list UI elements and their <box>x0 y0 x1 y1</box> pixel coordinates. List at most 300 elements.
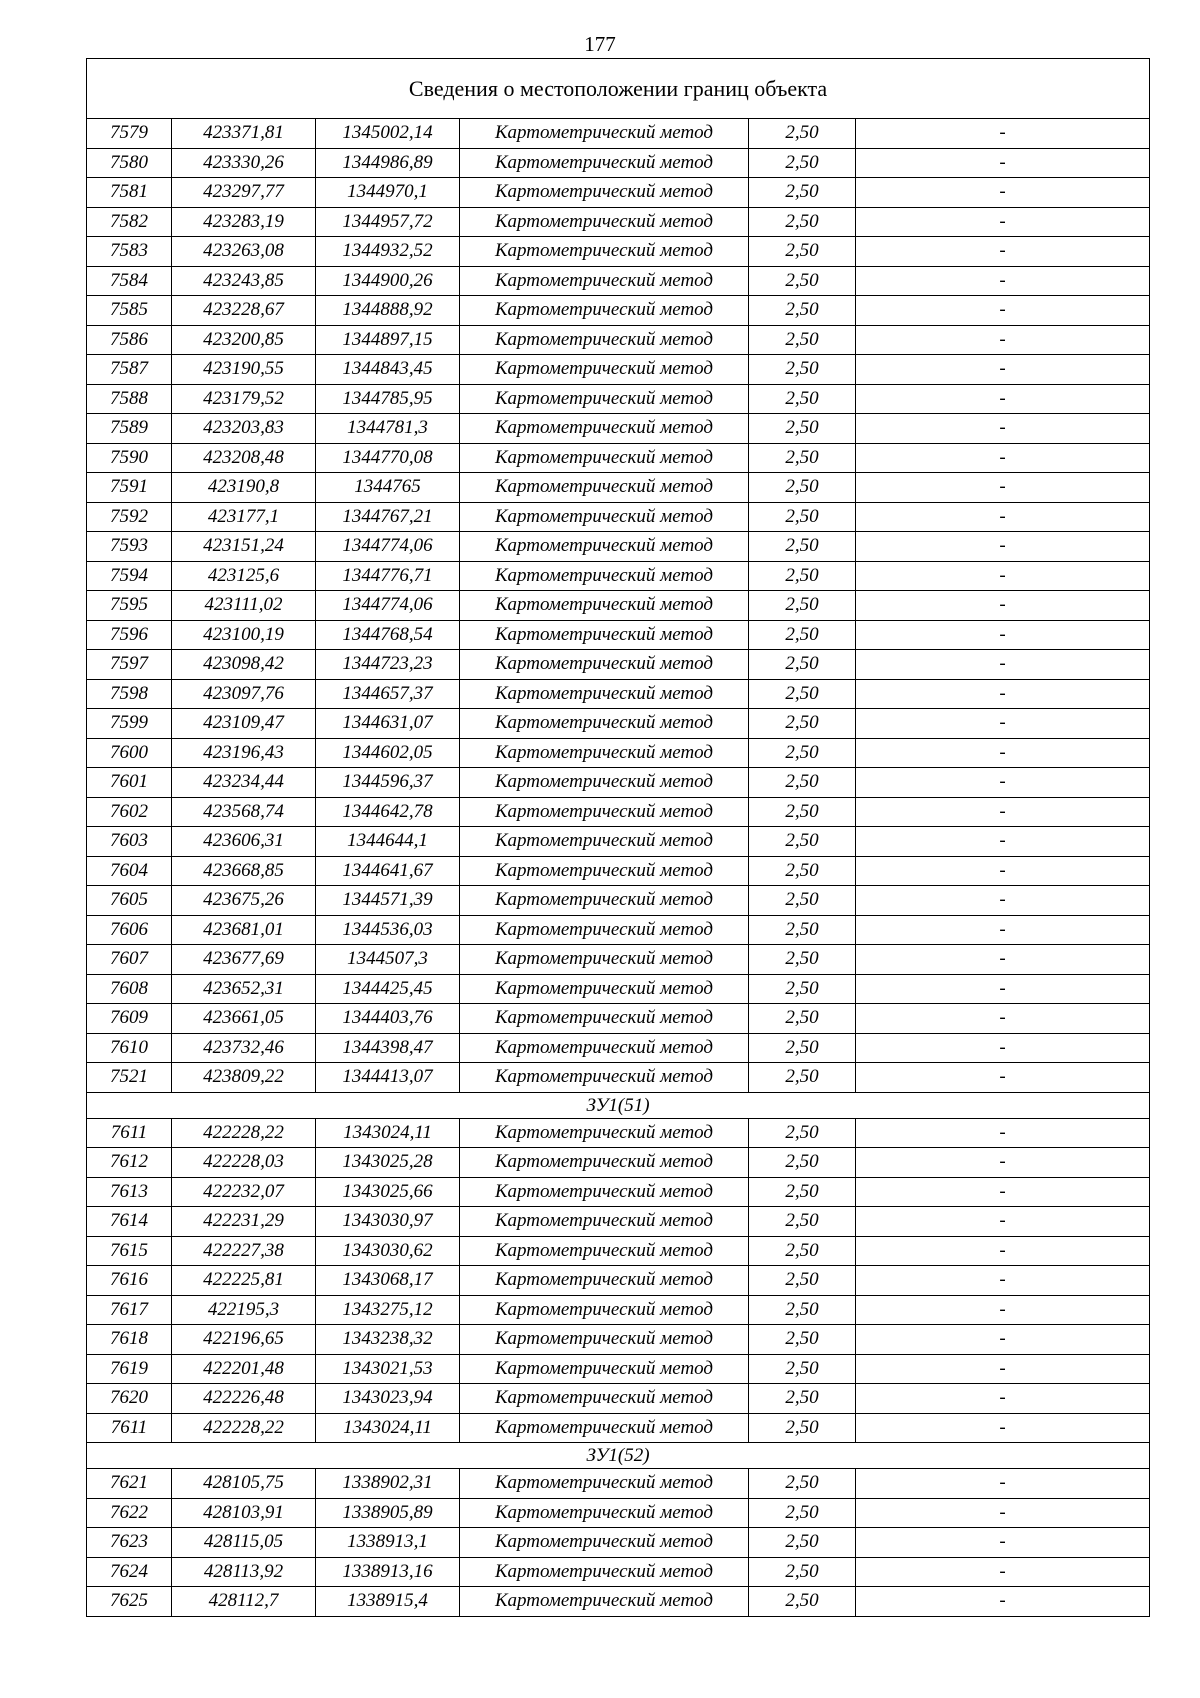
description: - <box>856 856 1150 886</box>
y-coordinate: 1344986,89 <box>316 148 460 178</box>
point-number: 7580 <box>87 148 172 178</box>
table-row <box>87 886 1150 916</box>
precision: 2,50 <box>749 827 856 857</box>
table-row <box>87 1557 1150 1587</box>
y-coordinate: 1343068,17 <box>316 1266 460 1296</box>
table-row <box>87 1413 1150 1443</box>
y-coordinate: 1338913,16 <box>316 1557 460 1587</box>
description: - <box>856 1118 1150 1148</box>
y-coordinate: 1344642,78 <box>316 797 460 827</box>
table-row <box>87 797 1150 827</box>
x-coordinate: 423568,74 <box>172 797 316 827</box>
y-coordinate: 1343024,11 <box>316 1118 460 1148</box>
y-coordinate: 1344398,47 <box>316 1033 460 1063</box>
y-coordinate: 1344897,15 <box>316 325 460 355</box>
y-coordinate: 1344776,71 <box>316 561 460 591</box>
description: - <box>856 1469 1150 1499</box>
y-coordinate: 1344767,21 <box>316 502 460 532</box>
table-row <box>87 591 1150 621</box>
x-coordinate: 423652,31 <box>172 974 316 1004</box>
table-title-row <box>87 59 1150 119</box>
precision: 2,50 <box>749 709 856 739</box>
precision: 2,50 <box>749 768 856 798</box>
precision: 2,50 <box>749 856 856 886</box>
x-coordinate: 423732,46 <box>172 1033 316 1063</box>
precision: 2,50 <box>749 1266 856 1296</box>
method: Картометрический метод <box>460 237 749 267</box>
precision: 2,50 <box>749 886 856 916</box>
method: Картометрический метод <box>460 1384 749 1414</box>
table-row <box>87 1325 1150 1355</box>
method: Картометрический метод <box>460 355 749 385</box>
precision: 2,50 <box>749 591 856 621</box>
precision: 2,50 <box>749 1587 856 1617</box>
x-coordinate: 423125,6 <box>172 561 316 591</box>
method: Картометрический метод <box>460 1236 749 1266</box>
precision: 2,50 <box>749 355 856 385</box>
y-coordinate: 1343021,53 <box>316 1354 460 1384</box>
method: Картометрический метод <box>460 266 749 296</box>
method: Картометрический метод <box>460 1118 749 1148</box>
description: - <box>856 827 1150 857</box>
precision: 2,50 <box>749 738 856 768</box>
method: Картометрический метод <box>460 443 749 473</box>
precision: 2,50 <box>749 974 856 1004</box>
description: - <box>856 1528 1150 1558</box>
method: Картометрический метод <box>460 1295 749 1325</box>
precision: 2,50 <box>749 1148 856 1178</box>
x-coordinate: 423098,42 <box>172 650 316 680</box>
table-row <box>87 1118 1150 1148</box>
description: - <box>856 679 1150 709</box>
description: - <box>856 738 1150 768</box>
table-row <box>87 1004 1150 1034</box>
description: - <box>856 1295 1150 1325</box>
method: Картометрический метод <box>460 945 749 975</box>
method: Картометрический метод <box>460 1207 749 1237</box>
x-coordinate: 428115,05 <box>172 1528 316 1558</box>
y-coordinate: 1344785,95 <box>316 384 460 414</box>
point-number: 7605 <box>87 886 172 916</box>
y-coordinate: 1344768,54 <box>316 620 460 650</box>
x-coordinate: 423100,19 <box>172 620 316 650</box>
point-number: 7591 <box>87 473 172 503</box>
table-row <box>87 502 1150 532</box>
x-coordinate: 422226,48 <box>172 1384 316 1414</box>
description: - <box>856 119 1150 149</box>
x-coordinate: 423263,08 <box>172 237 316 267</box>
x-coordinate: 423243,85 <box>172 266 316 296</box>
table-row <box>87 650 1150 680</box>
x-coordinate: 423200,85 <box>172 325 316 355</box>
point-number: 7624 <box>87 1557 172 1587</box>
point-number: 7589 <box>87 414 172 444</box>
precision: 2,50 <box>749 1325 856 1355</box>
table-row <box>87 325 1150 355</box>
description: - <box>856 915 1150 945</box>
y-coordinate: 1344781,3 <box>316 414 460 444</box>
x-coordinate: 423371,81 <box>172 119 316 149</box>
y-coordinate: 1344888,92 <box>316 296 460 326</box>
precision: 2,50 <box>749 1207 856 1237</box>
method: Картометрический метод <box>460 1528 749 1558</box>
point-number: 7608 <box>87 974 172 1004</box>
point-number: 7609 <box>87 1004 172 1034</box>
table-row <box>87 738 1150 768</box>
description: - <box>856 1236 1150 1266</box>
table-row <box>87 119 1150 149</box>
point-number: 7579 <box>87 119 172 149</box>
x-coordinate: 423297,77 <box>172 178 316 208</box>
description: - <box>856 1413 1150 1443</box>
y-coordinate: 1344770,08 <box>316 443 460 473</box>
x-coordinate: 423234,44 <box>172 768 316 798</box>
method: Картометрический метод <box>460 738 749 768</box>
precision: 2,50 <box>749 237 856 267</box>
description: - <box>856 532 1150 562</box>
method: Картометрический метод <box>460 1587 749 1617</box>
description: - <box>856 1207 1150 1237</box>
method: Картометрический метод <box>460 620 749 650</box>
y-coordinate: 1344507,3 <box>316 945 460 975</box>
point-number: 7596 <box>87 620 172 650</box>
table-title: Сведения о местоположении границ объекта <box>87 59 1150 119</box>
description: - <box>856 1266 1150 1296</box>
description: - <box>856 1587 1150 1617</box>
precision: 2,50 <box>749 1557 856 1587</box>
description: - <box>856 502 1150 532</box>
table-row <box>87 1498 1150 1528</box>
point-number: 7594 <box>87 561 172 591</box>
y-coordinate: 1343275,12 <box>316 1295 460 1325</box>
x-coordinate: 422196,65 <box>172 1325 316 1355</box>
description: - <box>856 178 1150 208</box>
x-coordinate: 428105,75 <box>172 1469 316 1499</box>
point-number: 7588 <box>87 384 172 414</box>
precision: 2,50 <box>749 148 856 178</box>
point-number: 7619 <box>87 1354 172 1384</box>
point-number: 7617 <box>87 1295 172 1325</box>
description: - <box>856 1148 1150 1178</box>
precision: 2,50 <box>749 178 856 208</box>
x-coordinate: 428112,7 <box>172 1587 316 1617</box>
point-number: 7587 <box>87 355 172 385</box>
x-coordinate: 428113,92 <box>172 1557 316 1587</box>
description: - <box>856 650 1150 680</box>
point-number: 7583 <box>87 237 172 267</box>
y-coordinate: 1344932,52 <box>316 237 460 267</box>
method: Картометрический метод <box>460 591 749 621</box>
precision: 2,50 <box>749 1498 856 1528</box>
x-coordinate: 423177,1 <box>172 502 316 532</box>
x-coordinate: 423109,47 <box>172 709 316 739</box>
table-row <box>87 1587 1150 1617</box>
x-coordinate: 422228,22 <box>172 1118 316 1148</box>
x-coordinate: 423681,01 <box>172 915 316 945</box>
point-number: 7582 <box>87 207 172 237</box>
method: Картометрический метод <box>460 325 749 355</box>
y-coordinate: 1344843,45 <box>316 355 460 385</box>
y-coordinate: 1344596,37 <box>316 768 460 798</box>
precision: 2,50 <box>749 1118 856 1148</box>
description: - <box>856 473 1150 503</box>
point-number: 7611 <box>87 1413 172 1443</box>
x-coordinate: 423196,43 <box>172 738 316 768</box>
description: - <box>856 1177 1150 1207</box>
precision: 2,50 <box>749 414 856 444</box>
precision: 2,50 <box>749 325 856 355</box>
method: Картометрический метод <box>460 709 749 739</box>
table-row <box>87 561 1150 591</box>
x-coordinate: 423097,76 <box>172 679 316 709</box>
y-coordinate: 1344425,45 <box>316 974 460 1004</box>
y-coordinate: 1343024,11 <box>316 1413 460 1443</box>
precision: 2,50 <box>749 502 856 532</box>
description: - <box>856 207 1150 237</box>
description: - <box>856 384 1150 414</box>
precision: 2,50 <box>749 1004 856 1034</box>
x-coordinate: 423208,48 <box>172 443 316 473</box>
table-row <box>87 709 1150 739</box>
method: Картометрический метод <box>460 974 749 1004</box>
point-number: 7623 <box>87 1528 172 1558</box>
description: - <box>856 709 1150 739</box>
description: - <box>856 1384 1150 1414</box>
method: Картометрический метод <box>460 1004 749 1034</box>
table-row <box>87 827 1150 857</box>
method: Картометрический метод <box>460 650 749 680</box>
description: - <box>856 1354 1150 1384</box>
table-row <box>87 1384 1150 1414</box>
table-row <box>87 266 1150 296</box>
precision: 2,50 <box>749 1528 856 1558</box>
point-number: 7610 <box>87 1033 172 1063</box>
x-coordinate: 423809,22 <box>172 1063 316 1093</box>
table-row <box>87 178 1150 208</box>
method: Картометрический метод <box>460 473 749 503</box>
method: Картометрический метод <box>460 827 749 857</box>
y-coordinate: 1344657,37 <box>316 679 460 709</box>
precision: 2,50 <box>749 207 856 237</box>
section-header-row <box>87 1092 1150 1118</box>
section-label: ЗУ1(51) <box>87 1092 1150 1118</box>
method: Картометрический метод <box>460 1469 749 1499</box>
y-coordinate: 1343238,32 <box>316 1325 460 1355</box>
table-row <box>87 768 1150 798</box>
table-row <box>87 1528 1150 1558</box>
method: Картометрический метод <box>460 414 749 444</box>
x-coordinate: 423228,67 <box>172 296 316 326</box>
point-number: 7584 <box>87 266 172 296</box>
description: - <box>856 945 1150 975</box>
method: Картометрический метод <box>460 1063 749 1093</box>
x-coordinate: 428103,91 <box>172 1498 316 1528</box>
method: Картометрический метод <box>460 119 749 149</box>
y-coordinate: 1344774,06 <box>316 532 460 562</box>
point-number: 7616 <box>87 1266 172 1296</box>
description: - <box>856 561 1150 591</box>
description: - <box>856 886 1150 916</box>
method: Картометрический метод <box>460 768 749 798</box>
y-coordinate: 1344403,76 <box>316 1004 460 1034</box>
x-coordinate: 422228,22 <box>172 1413 316 1443</box>
point-number: 7521 <box>87 1063 172 1093</box>
x-coordinate: 423203,83 <box>172 414 316 444</box>
method: Картометрический метод <box>460 1177 749 1207</box>
x-coordinate: 423179,52 <box>172 384 316 414</box>
table-row <box>87 856 1150 886</box>
x-coordinate: 423675,26 <box>172 886 316 916</box>
table-row <box>87 443 1150 473</box>
precision: 2,50 <box>749 1236 856 1266</box>
precision: 2,50 <box>749 650 856 680</box>
table-row <box>87 1063 1150 1093</box>
description: - <box>856 591 1150 621</box>
y-coordinate: 1344765 <box>316 473 460 503</box>
method: Картометрический метод <box>460 1354 749 1384</box>
method: Картометрический метод <box>460 1266 749 1296</box>
y-coordinate: 1344644,1 <box>316 827 460 857</box>
method: Картометрический метод <box>460 502 749 532</box>
point-number: 7622 <box>87 1498 172 1528</box>
description: - <box>856 355 1150 385</box>
y-coordinate: 1338913,1 <box>316 1528 460 1558</box>
table-row <box>87 384 1150 414</box>
y-coordinate: 1344536,03 <box>316 915 460 945</box>
description: - <box>856 266 1150 296</box>
y-coordinate: 1345002,14 <box>316 119 460 149</box>
table-row <box>87 1177 1150 1207</box>
method: Картометрический метод <box>460 915 749 945</box>
description: - <box>856 1557 1150 1587</box>
precision: 2,50 <box>749 1033 856 1063</box>
precision: 2,50 <box>749 119 856 149</box>
precision: 2,50 <box>749 1469 856 1499</box>
page-number: 177 <box>584 32 616 56</box>
y-coordinate: 1344413,07 <box>316 1063 460 1093</box>
table-row <box>87 1295 1150 1325</box>
y-coordinate: 1338902,31 <box>316 1469 460 1499</box>
description: - <box>856 148 1150 178</box>
method: Картометрический метод <box>460 296 749 326</box>
point-number: 7625 <box>87 1587 172 1617</box>
x-coordinate: 422201,48 <box>172 1354 316 1384</box>
point-number: 7600 <box>87 738 172 768</box>
point-number: 7618 <box>87 1325 172 1355</box>
point-number: 7581 <box>87 178 172 208</box>
precision: 2,50 <box>749 620 856 650</box>
description: - <box>856 325 1150 355</box>
y-coordinate: 1344970,1 <box>316 178 460 208</box>
table-row <box>87 1236 1150 1266</box>
x-coordinate: 422232,07 <box>172 1177 316 1207</box>
description: - <box>856 414 1150 444</box>
point-number: 7620 <box>87 1384 172 1414</box>
table-row <box>87 473 1150 503</box>
y-coordinate: 1344774,06 <box>316 591 460 621</box>
method: Картометрический метод <box>460 1148 749 1178</box>
section-label: ЗУ1(52) <box>87 1443 1150 1469</box>
x-coordinate: 423190,55 <box>172 355 316 385</box>
method: Картометрический метод <box>460 1325 749 1355</box>
table-row <box>87 1148 1150 1178</box>
x-coordinate: 423661,05 <box>172 1004 316 1034</box>
description: - <box>856 1325 1150 1355</box>
x-coordinate: 423677,69 <box>172 945 316 975</box>
table-row <box>87 148 1150 178</box>
table-row <box>87 237 1150 267</box>
precision: 2,50 <box>749 1384 856 1414</box>
point-number: 7586 <box>87 325 172 355</box>
method: Картометрический метод <box>460 797 749 827</box>
point-number: 7615 <box>87 1236 172 1266</box>
table-row <box>87 1469 1150 1499</box>
precision: 2,50 <box>749 1354 856 1384</box>
point-number: 7598 <box>87 679 172 709</box>
precision: 2,50 <box>749 561 856 591</box>
x-coordinate: 422195,3 <box>172 1295 316 1325</box>
x-coordinate: 422225,81 <box>172 1266 316 1296</box>
x-coordinate: 423330,26 <box>172 148 316 178</box>
point-number: 7607 <box>87 945 172 975</box>
precision: 2,50 <box>749 473 856 503</box>
y-coordinate: 1343025,66 <box>316 1177 460 1207</box>
y-coordinate: 1343030,97 <box>316 1207 460 1237</box>
precision: 2,50 <box>749 443 856 473</box>
method: Картометрический метод <box>460 1413 749 1443</box>
point-number: 7593 <box>87 532 172 562</box>
description: - <box>856 296 1150 326</box>
description: - <box>856 974 1150 1004</box>
description: - <box>856 1063 1150 1093</box>
precision: 2,50 <box>749 1063 856 1093</box>
y-coordinate: 1344900,26 <box>316 266 460 296</box>
point-number: 7614 <box>87 1207 172 1237</box>
x-coordinate: 422227,38 <box>172 1236 316 1266</box>
point-number: 7602 <box>87 797 172 827</box>
table-row <box>87 679 1150 709</box>
table-row <box>87 414 1150 444</box>
method: Картометрический метод <box>460 1557 749 1587</box>
y-coordinate: 1344957,72 <box>316 207 460 237</box>
precision: 2,50 <box>749 1413 856 1443</box>
precision: 2,50 <box>749 797 856 827</box>
method: Картометрический метод <box>460 1498 749 1528</box>
method: Картометрический метод <box>460 856 749 886</box>
description: - <box>856 443 1150 473</box>
point-number: 7590 <box>87 443 172 473</box>
x-coordinate: 423151,24 <box>172 532 316 562</box>
description: - <box>856 620 1150 650</box>
point-number: 7592 <box>87 502 172 532</box>
point-number: 7585 <box>87 296 172 326</box>
y-coordinate: 1344602,05 <box>316 738 460 768</box>
table-row <box>87 355 1150 385</box>
y-coordinate: 1344571,39 <box>316 886 460 916</box>
precision: 2,50 <box>749 296 856 326</box>
y-coordinate: 1343025,28 <box>316 1148 460 1178</box>
x-coordinate: 422231,29 <box>172 1207 316 1237</box>
x-coordinate: 423190,8 <box>172 473 316 503</box>
method: Картометрический метод <box>460 679 749 709</box>
table-row <box>87 296 1150 326</box>
x-coordinate: 423606,31 <box>172 827 316 857</box>
y-coordinate: 1338915,4 <box>316 1587 460 1617</box>
description: - <box>856 1033 1150 1063</box>
table-row <box>87 974 1150 1004</box>
precision: 2,50 <box>749 266 856 296</box>
method: Картометрический метод <box>460 148 749 178</box>
